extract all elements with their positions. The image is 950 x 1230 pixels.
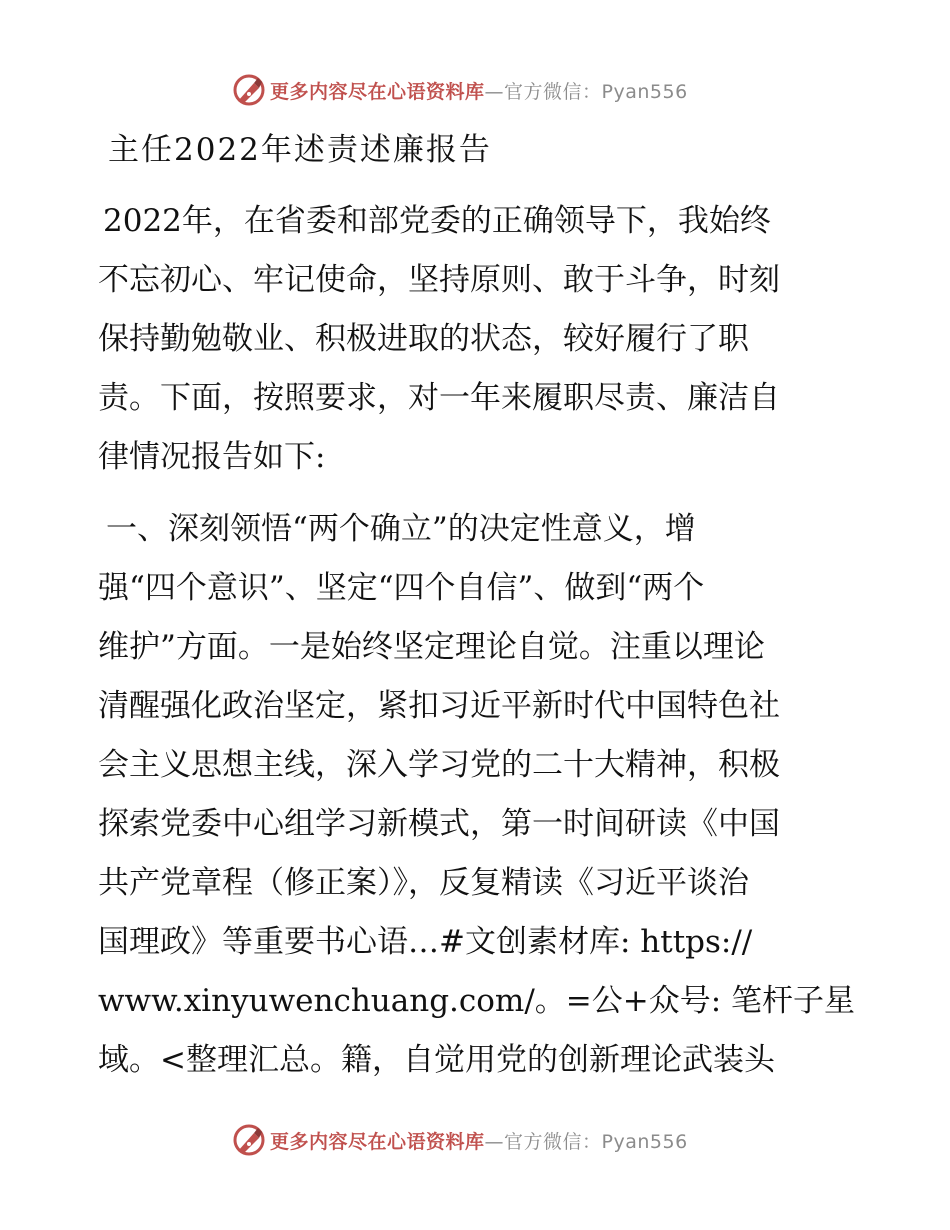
pen-nib-logo-icon bbox=[232, 73, 266, 107]
text-line: 域。<整理汇总。籍，自觉用党的创新理论武装头 bbox=[98, 1042, 775, 1078]
text-line: 会主义思想主线，深入学习党的二十大精神，积极 bbox=[98, 747, 780, 783]
banner-text bbox=[270, 1127, 688, 1154]
pen-nib-logo-icon bbox=[232, 1123, 266, 1157]
text-line: 强“四个意识”、坚定“四个自信”、做到“两个 bbox=[98, 570, 705, 606]
banner-brand: 更多内容尽在心语资料库 bbox=[270, 1130, 485, 1153]
banner-wechat-label: 官方微信： bbox=[504, 1130, 602, 1153]
text-line: 清醒强化政治坚定，紧扣习近平新时代中国特色社 bbox=[98, 688, 780, 724]
text-line: 一、深刻领悟“两个确立”的决定性意义，增 bbox=[106, 511, 696, 547]
text-line: 国理政》等重要书心语…#文创素材库: https:// bbox=[98, 924, 753, 960]
footer-watermark-banner bbox=[232, 1122, 688, 1158]
document-title: 主任2022年述责述廉报告 bbox=[108, 132, 492, 168]
text-line: 探索党委中心组学习新模式，第一时间研读《中国 bbox=[98, 806, 780, 842]
text-line: 维护”方面。一是始终坚定理论自觉。注重以理论 bbox=[98, 629, 765, 665]
banner-separator: — bbox=[484, 80, 505, 103]
paragraph-section-one bbox=[98, 500, 858, 1090]
text-line: 2022年，在省委和部党委的正确领导下，我始终 bbox=[103, 203, 771, 239]
text-line: 保持勤勉敬业、积极进取的状态，较好履行了职 bbox=[98, 321, 749, 357]
banner-text bbox=[270, 77, 688, 104]
banner-separator: — bbox=[484, 1130, 505, 1153]
banner-wechat-id: Pyan556 bbox=[601, 80, 688, 103]
paragraph-intro bbox=[98, 192, 858, 487]
banner-wechat-label: 官方微信： bbox=[504, 80, 602, 103]
banner-brand: 更多内容尽在心语资料库 bbox=[270, 80, 485, 103]
text-line: 不忘初心、牢记使命，坚持原则、敢于斗争，时刻 bbox=[98, 262, 780, 298]
text-line: 共产党章程（修正案）》，反复精读《习近平谈治 bbox=[98, 865, 749, 901]
text-line: 责。下面，按照要求，对一年来履职尽责、廉洁自 bbox=[98, 380, 780, 416]
text-line: 律情况报告如下: bbox=[98, 439, 326, 475]
text-line: www.xinyuwenchuang.com/。=公+众号: 笔杆子星 bbox=[98, 983, 856, 1019]
banner-wechat-id: Pyan556 bbox=[601, 1130, 688, 1153]
header-watermark-banner bbox=[232, 72, 688, 108]
